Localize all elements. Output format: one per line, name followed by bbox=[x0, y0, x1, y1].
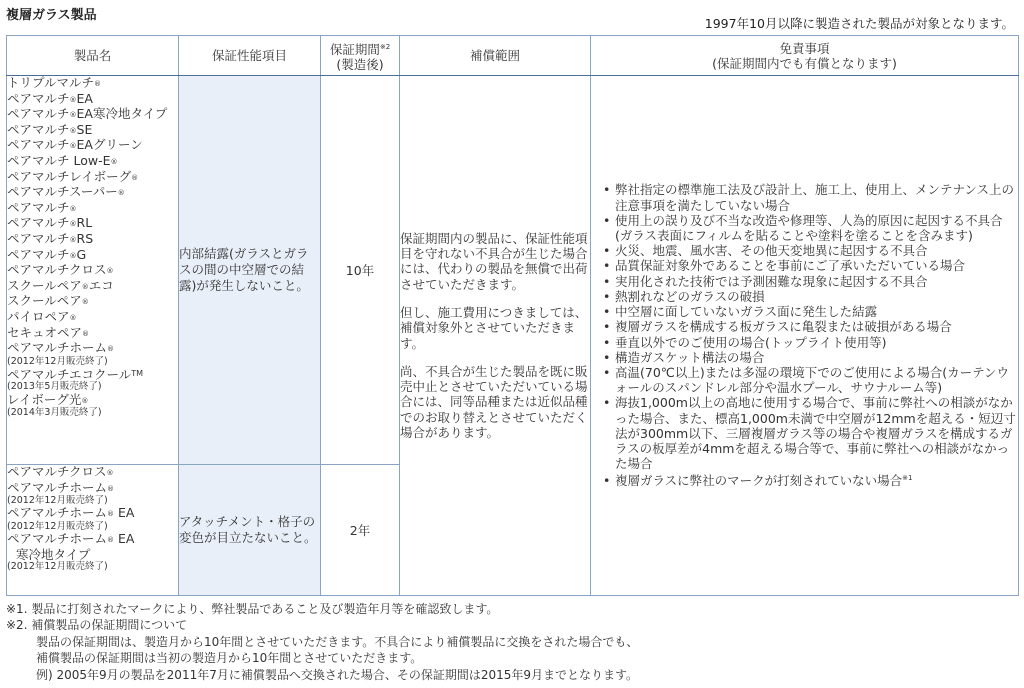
header-exclusion bbox=[591, 36, 1019, 76]
list-item: セキュオペア® bbox=[7, 324, 90, 340]
list-item: ペアマルチ®SE bbox=[7, 121, 93, 137]
list-item: • 構造ガスケット構法の場合 bbox=[603, 350, 1018, 365]
list-item: ペアマルチ Low-E® bbox=[7, 152, 118, 168]
header-product: 製品名 bbox=[7, 36, 179, 76]
discontinued-note: (2012年12月販売終了) bbox=[7, 520, 108, 532]
footnote-1: ※1. 製品に打刻されたマークにより、弊社製品であること及び製造年月等を確認致します。 bbox=[6, 602, 499, 616]
list-item: • 実用化された技術では予測困難な現象に起因する不具合 bbox=[603, 274, 1018, 289]
discontinued-note: (2012年12月販売終了) bbox=[7, 561, 108, 573]
footnote-2: ※2. 補償製品の保証期間について bbox=[6, 618, 188, 633]
list-item: • 熱割れなどのガラスの破損 bbox=[603, 289, 1018, 304]
list-item: ペアマルチホーム® bbox=[7, 479, 115, 495]
list-item: • 弊社指定の標準施工法及び設計上、施工上、使用上、メンテナンス上の注意事項を満たしていない場合 bbox=[603, 182, 1018, 212]
table-row bbox=[7, 76, 1019, 465]
list-item: スクールペア®エコ bbox=[7, 277, 114, 293]
list-item: ペアマルチホーム® bbox=[7, 340, 115, 356]
header-performance: 保証性能項目 bbox=[179, 36, 321, 76]
list-item: ペアマルチ®G bbox=[7, 246, 87, 262]
list-item-continuation: 寒冷地タイプ bbox=[16, 546, 91, 562]
list-item: • 複層ガラスを構成する板ガラスに亀裂または破損がある場合 bbox=[603, 319, 1018, 334]
list-item: • 複層ガラスに弊社のマークが打刻されていない場合$^{※1}$ bbox=[603, 471, 1018, 488]
list-item: • 火災、地震、風水害、その他天変地異に起因する不具合 bbox=[603, 243, 1018, 258]
discontinued-note: (2012年12月販売終了) bbox=[7, 495, 108, 507]
list-item: • 中空層に面していないガラス面に発生した結露 bbox=[603, 304, 1018, 319]
header-period-mark: ※2 bbox=[379, 42, 391, 51]
list-item: ペアマルチホーム® EA bbox=[7, 531, 135, 547]
page-subtitle: 1997年10月以降に製造された製品が対象となります。 bbox=[704, 16, 1014, 31]
discontinued-note: (2014年3月販売終了) bbox=[7, 407, 102, 419]
list-item: パイロペア® bbox=[7, 308, 77, 324]
list-item: ペアマルチ® bbox=[7, 199, 77, 215]
list-item: • 使用上の誤り及び不当な改造や修理等、人為的原因に起因する不具合(ガラス表面にフィルムを貼ることや塗料を塗ることを含みます) bbox=[603, 213, 1018, 243]
list-item: ペアマルチスーパー® bbox=[7, 184, 125, 200]
list-item: ペアマルチクロス® bbox=[7, 262, 114, 278]
list-item: ペアマルチクロス® bbox=[7, 464, 114, 479]
performance-attachment-discoloration: アタッチメント・格子の変色が目立たないこと。 bbox=[179, 465, 321, 596]
scope-paragraph: 尚、不具合が生じた製品を既に販売中止とさせていただいている場合には、同等品種または近似品種でのお取り替えとさせていただく場合があります。 bbox=[400, 363, 588, 440]
footnote-2-detail: 製品の保証期間は、製造月から10年間とさせていただきます。不具合により補償製品に交換をされた場合でも、 bbox=[36, 634, 639, 649]
period-2-years: 2年 bbox=[321, 465, 400, 596]
footnote-2-detail: 補償製品の保証期間は当初の製造月から10年間とさせていただきます。 bbox=[36, 651, 423, 666]
list-item: • 品質保証対象外であることを事前にご了承いただいている場合 bbox=[603, 258, 1018, 273]
performance-internal-condensation: 内部結露(ガラスとガラスの間の中空層での結露)が発生しないこと。 bbox=[179, 76, 321, 465]
scope-paragraph: 但し、施工費用につきましては、補償対象外とさせていただきます。 bbox=[400, 304, 588, 351]
list-item: ペアマルチ®EA寒冷地タイプ bbox=[7, 106, 168, 122]
list-item: ペアマルチ®RL bbox=[7, 215, 93, 231]
footnote-2-example: 例) 2005年9月の製品を2011年7月に補償製品へ交換された場合、その保証期間は2015年9月までとなります。 bbox=[36, 667, 639, 682]
discontinued-note: (2013年5月販売終了) bbox=[7, 381, 102, 393]
discontinued-note: (2012年12月販売終了) bbox=[7, 355, 108, 367]
compensation-scope bbox=[400, 76, 591, 596]
header-exclusion-line1: 免責事項 bbox=[779, 40, 830, 56]
header-period-line2: (製造後) bbox=[336, 56, 384, 72]
header-scope: 補償範囲 bbox=[400, 36, 591, 76]
list-item: トリプルマルチ® bbox=[7, 75, 102, 90]
product-list-group1 bbox=[7, 76, 179, 465]
list-item: • 高温(70℃以上)または多湿の環境下でのご使用による場合(カーテンウォールのスパンドレル部分や温水プール、サウナルーム等) bbox=[603, 365, 1018, 395]
page-title: 複層ガラス製品 bbox=[6, 8, 97, 23]
list-item: ペアマルチ®EA bbox=[7, 90, 93, 106]
header-period-line1: 保証期間 bbox=[329, 41, 380, 57]
list-item: レイボーグ光® bbox=[7, 391, 89, 407]
table-header-row bbox=[7, 36, 1019, 76]
footnotes bbox=[6, 601, 638, 683]
header-period bbox=[321, 36, 400, 76]
header-exclusion-line2: (保証期間内でも有償となります) bbox=[712, 55, 897, 71]
list-item: ペアマルチエコクール™ bbox=[7, 366, 144, 382]
exclusion-list bbox=[591, 76, 1019, 596]
footnote-mark: ※1 bbox=[902, 474, 913, 483]
list-item: スクールペア® bbox=[7, 293, 89, 309]
period-10-years: 10年 bbox=[321, 76, 400, 465]
list-item: • 垂直以外でのご使用の場合(トップライト使用等) bbox=[603, 335, 1018, 350]
list-item: ペアマルチレイボーグ® bbox=[7, 168, 139, 184]
list-item: ペアマルチホーム® EA bbox=[7, 505, 135, 521]
product-list-group2 bbox=[7, 465, 179, 596]
warranty-table bbox=[6, 35, 1019, 596]
scope-paragraph: 保証期間内の製品に、保証性能項目を守れない不具合が生じた場合には、代わりの製品を無償で出荷させていただきます。 bbox=[400, 230, 588, 292]
list-item: ペアマルチ®EAグリーン bbox=[7, 137, 143, 153]
list-item: ペアマルチ®RS bbox=[7, 230, 94, 246]
list-item: • 海抜1,000m以上の高地に使用する場合で、事前に弊社への相談がなかった場合、また、標高1,000m未満で中空層が12mmを超える・短辺寸法が300mm以下、三層複層ガラス等の場合や複層ガラスを構成するガラスの板厚差が4mmを超える場合等で、事前に弊社への相談がなかった場合 bbox=[603, 395, 1018, 471]
